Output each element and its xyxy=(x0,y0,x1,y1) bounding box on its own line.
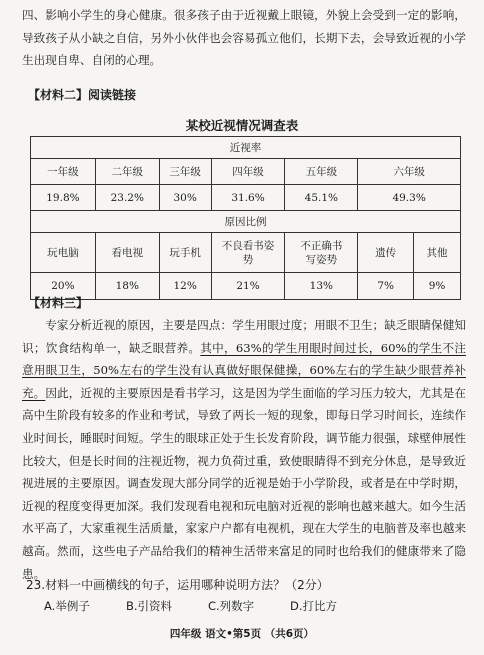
cause-cell: 其他 xyxy=(414,233,461,273)
cause-value-cell: 21% xyxy=(211,273,285,300)
grade-cell: 五年级 xyxy=(285,159,358,185)
material3-heading: 【材料三】 xyxy=(28,296,89,310)
rate-row xyxy=(31,185,461,211)
grade-cell: 二年级 xyxy=(95,159,159,185)
cause-cell: 玩电脑 xyxy=(31,233,96,273)
question-23: 23.材料一中画横线的句子，运用哪种说明方法？（2分） xyxy=(26,578,329,592)
grade-cell: 三年级 xyxy=(159,159,211,185)
rate-header: 近视率 xyxy=(31,137,461,159)
rate-cell: 31.6% xyxy=(211,185,285,211)
cause-value-cell: 9% xyxy=(414,273,461,300)
cause-value-cell: 20% xyxy=(31,273,96,300)
option-c: C.列数字 xyxy=(208,599,255,613)
cause-value-cell: 13% xyxy=(285,273,358,300)
underlined-sentence: 其中，63%的学生用眼时间过长，60%的学生不注意用眼卫生，50%左右的学生没有认真做好眼保健操，60%左右的学生缺少眼营养补充。 xyxy=(22,340,466,400)
cause-value-cell: 18% xyxy=(95,273,159,300)
rate-cell: 49.3% xyxy=(358,185,461,211)
cause-header: 原因比例 xyxy=(31,211,461,233)
cause-cell: 玩手机 xyxy=(159,233,211,273)
cause-value-row xyxy=(31,273,461,300)
grade-cell: 六年级 xyxy=(358,159,461,185)
cause-cell: 不良看书姿势 xyxy=(211,233,285,273)
cause-cell: 不正确书写姿势 xyxy=(285,233,358,273)
cause-value-cell: 12% xyxy=(159,273,211,300)
page-footer: 四年级 语文•第5页 （共6页） xyxy=(169,628,315,640)
grade-cell: 四年级 xyxy=(211,159,285,185)
cause-cell: 遗传 xyxy=(358,233,414,273)
survey-table xyxy=(30,136,461,300)
table-title: 某校近视情况调查表 xyxy=(185,118,299,133)
rate-cell: 23.2% xyxy=(95,185,159,211)
cause-row xyxy=(31,233,461,273)
material2-heading: 【材料二】阅读链接 xyxy=(28,88,137,102)
grade-cell: 一年级 xyxy=(31,159,96,185)
paragraph-material3 xyxy=(22,314,466,585)
option-a: A.举例子 xyxy=(44,599,90,613)
rate-cell: 30% xyxy=(159,185,211,211)
option-d: D.打比方 xyxy=(290,599,338,613)
cause-value-cell: 7% xyxy=(358,273,414,300)
text-segment: 因此，近视的主要原因是看书学习，这是因为学生面临的学习压力较大，尤其是在高中生阶段有较多的作业和考试，导致了两长一短的现象，即每日学习时间长，连续作业时间长，睡眠时间短。学生的眼球正处于生长发育阶段，调节能力很强，球壁伸展性比较大，但是长时间的注视近物，视力负荷过重，致使眼睛得不到充分休息，是导致近视进展的主要原因。调查发现大部分同学的近视是始于小学阶段，或者是在中学时期，近视的程度变得更加深。我们发现看电视和玩电脑对近视的影响也越来越大。如今生活水平高了，大家重视生活质量，家家户户都有电视机，现在大学生的电脑普及率也越来越高。然而，这些电子产品给我们的精神生活带来富足的同时也给我们的健康带来了隐患。 xyxy=(22,385,466,581)
text-segment: 专家分析近视的原因，主要是四点：学生用眼过度；用眼不卫生；缺乏眼睛保健知识；饮食结构单一，缺乏眼营养。 xyxy=(22,318,466,355)
grade-row xyxy=(31,159,461,185)
option-b: B.引资料 xyxy=(126,599,173,613)
rate-cell: 19.8% xyxy=(31,185,96,211)
paragraph-material1-end: 四、影响小学生的身心健康。很多孩子由于近视戴上眼镜，外貌上会受到一定的影响，导致孩子从小缺之自信，另外小伙伴也会容易孤立他们，长期下去，会导致近视的小学生出现自卑、自闭的心理。 xyxy=(22,8,466,68)
cause-cell: 看电视 xyxy=(95,233,159,273)
rate-cell: 45.1% xyxy=(285,185,358,211)
